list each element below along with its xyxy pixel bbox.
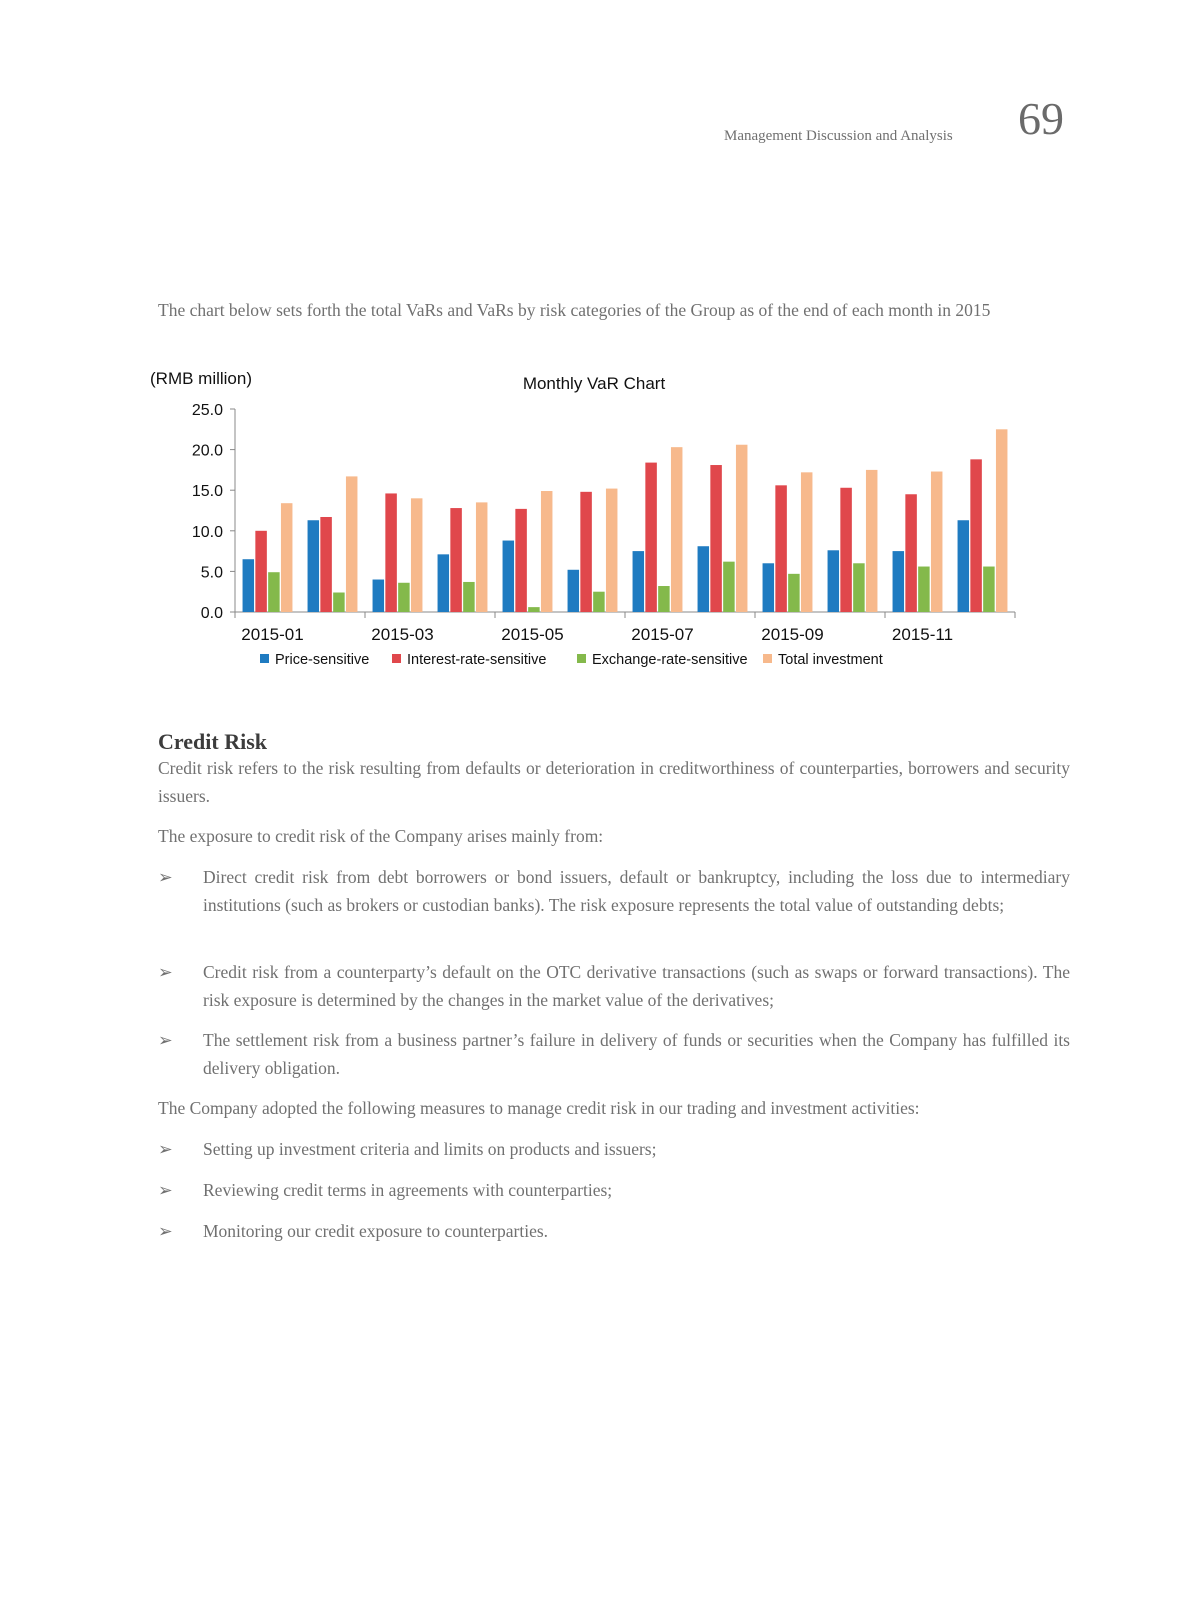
bar bbox=[450, 508, 462, 612]
bar bbox=[541, 491, 553, 612]
bullet-arrow-icon: ➢ bbox=[158, 867, 173, 887]
bar bbox=[255, 531, 267, 612]
x-tick-label: 2015-03 bbox=[371, 625, 434, 644]
legend-swatch bbox=[392, 654, 401, 663]
bar bbox=[606, 489, 618, 612]
bar bbox=[801, 472, 813, 612]
chart-intro-paragraph: The chart below sets forth the total VaRs and VaRs by risk categories of the Group as of the end of each month in 2015 bbox=[158, 300, 991, 320]
y-tick-label: 0.0 bbox=[200, 605, 223, 622]
exposure-item-text: The settlement risk from a business partner’s failure in delivery of funds or securities when the Company has fulfilled its delivery obligation. bbox=[203, 1030, 1070, 1078]
chart-title: Monthly VaR Chart bbox=[522, 374, 666, 393]
bar bbox=[658, 586, 670, 612]
bar bbox=[710, 465, 722, 612]
bar bbox=[970, 459, 982, 612]
legend-label: Total investment bbox=[778, 652, 883, 668]
bar bbox=[281, 503, 293, 612]
legend-swatch bbox=[260, 654, 269, 663]
bar bbox=[398, 583, 410, 612]
measure-item-text: Monitoring our credit exposure to counterparties. bbox=[203, 1221, 549, 1241]
legend-label: Interest-rate-sensitive bbox=[407, 652, 547, 668]
bar bbox=[918, 567, 930, 612]
bar bbox=[828, 550, 840, 612]
bar bbox=[385, 493, 397, 612]
bar bbox=[763, 563, 775, 612]
bar bbox=[775, 485, 787, 612]
monthly-var-chart bbox=[140, 365, 1040, 685]
bar bbox=[346, 476, 358, 612]
bar bbox=[515, 509, 527, 612]
measure-item-text: Reviewing credit terms in agreements with counterparties; bbox=[203, 1180, 613, 1200]
bar bbox=[788, 574, 800, 612]
bar bbox=[580, 492, 592, 612]
y-tick-label: 20.0 bbox=[191, 442, 223, 460]
bar bbox=[996, 429, 1008, 612]
bar bbox=[503, 541, 515, 612]
exposure-item-text: Direct credit risk from debt borrowers or bond issuers, default or bankruptcy, including the loss due to intermediary institutions (such as brokers or custodian banks). The risk exposure represents the total value of outstanding debts; bbox=[203, 867, 1070, 915]
bar bbox=[308, 520, 320, 612]
bar bbox=[320, 517, 332, 612]
bullet-arrow-icon: ➢ bbox=[158, 962, 173, 982]
bar bbox=[268, 572, 280, 612]
bar bbox=[593, 592, 605, 612]
bar bbox=[736, 445, 748, 612]
bar bbox=[333, 593, 345, 612]
bar bbox=[568, 570, 580, 612]
bullet-arrow-icon: ➢ bbox=[158, 1139, 173, 1159]
bullet-arrow-icon: ➢ bbox=[158, 1180, 173, 1200]
credit-risk-heading: Credit Risk bbox=[158, 729, 267, 754]
bar bbox=[893, 551, 905, 612]
chart-unit-label: (RMB million) bbox=[150, 369, 252, 388]
bar bbox=[723, 562, 735, 612]
bar bbox=[528, 607, 540, 612]
exposure-intro: The exposure to credit risk of the Company arises mainly from: bbox=[158, 826, 604, 846]
bar bbox=[698, 546, 710, 612]
bullet-arrow-icon: ➢ bbox=[158, 1030, 173, 1050]
x-tick-label: 2015-09 bbox=[761, 625, 824, 644]
bar bbox=[958, 520, 970, 612]
bar bbox=[983, 567, 995, 612]
exposure-item-text: Credit risk from a counterparty’s default on the OTC derivative transactions (such as swaps or forward transactions). The risk exposure is determined by the changes in the market value of the derivatives; bbox=[203, 962, 1070, 1010]
legend-swatch bbox=[763, 654, 772, 663]
bar bbox=[411, 498, 423, 612]
bar bbox=[373, 580, 385, 612]
bar bbox=[645, 463, 657, 612]
x-tick-label: 2015-11 bbox=[891, 625, 954, 644]
credit-risk-definition: Credit risk refers to the risk resulting from defaults or deterioration in creditworthiness of counterparties, borrowers and security issuers. bbox=[158, 758, 1070, 806]
y-tick-label: 10.0 bbox=[191, 523, 223, 541]
measure-item-text: Setting up investment criteria and limits on products and issuers; bbox=[203, 1139, 657, 1159]
bar bbox=[671, 447, 683, 612]
bar bbox=[905, 494, 917, 612]
x-tick-label: 2015-05 bbox=[501, 625, 564, 644]
running-header: Management Discussion and Analysis bbox=[724, 128, 953, 144]
bar bbox=[476, 502, 488, 612]
page-number: 69 bbox=[1018, 93, 1064, 144]
y-tick-label: 5.0 bbox=[200, 564, 223, 582]
x-tick-label: 2015-07 bbox=[631, 625, 694, 644]
y-tick-label: 25.0 bbox=[191, 402, 223, 419]
x-tick-label: 2015-01 bbox=[241, 625, 304, 644]
bar bbox=[931, 472, 943, 612]
bullet-arrow-icon: ➢ bbox=[158, 1221, 173, 1241]
legend-swatch bbox=[577, 654, 586, 663]
measures-intro: The Company adopted the following measures to manage credit risk in our trading and investment activities: bbox=[158, 1098, 920, 1118]
bar bbox=[866, 470, 878, 612]
bar bbox=[633, 551, 645, 612]
bar bbox=[463, 582, 475, 612]
y-tick-label: 15.0 bbox=[191, 483, 223, 501]
legend-label: Exchange-rate-sensitive bbox=[592, 652, 748, 668]
bar bbox=[840, 488, 852, 612]
bar bbox=[438, 554, 450, 612]
bar bbox=[243, 559, 255, 612]
bar bbox=[853, 563, 865, 612]
legend-label: Price-sensitive bbox=[275, 652, 370, 668]
